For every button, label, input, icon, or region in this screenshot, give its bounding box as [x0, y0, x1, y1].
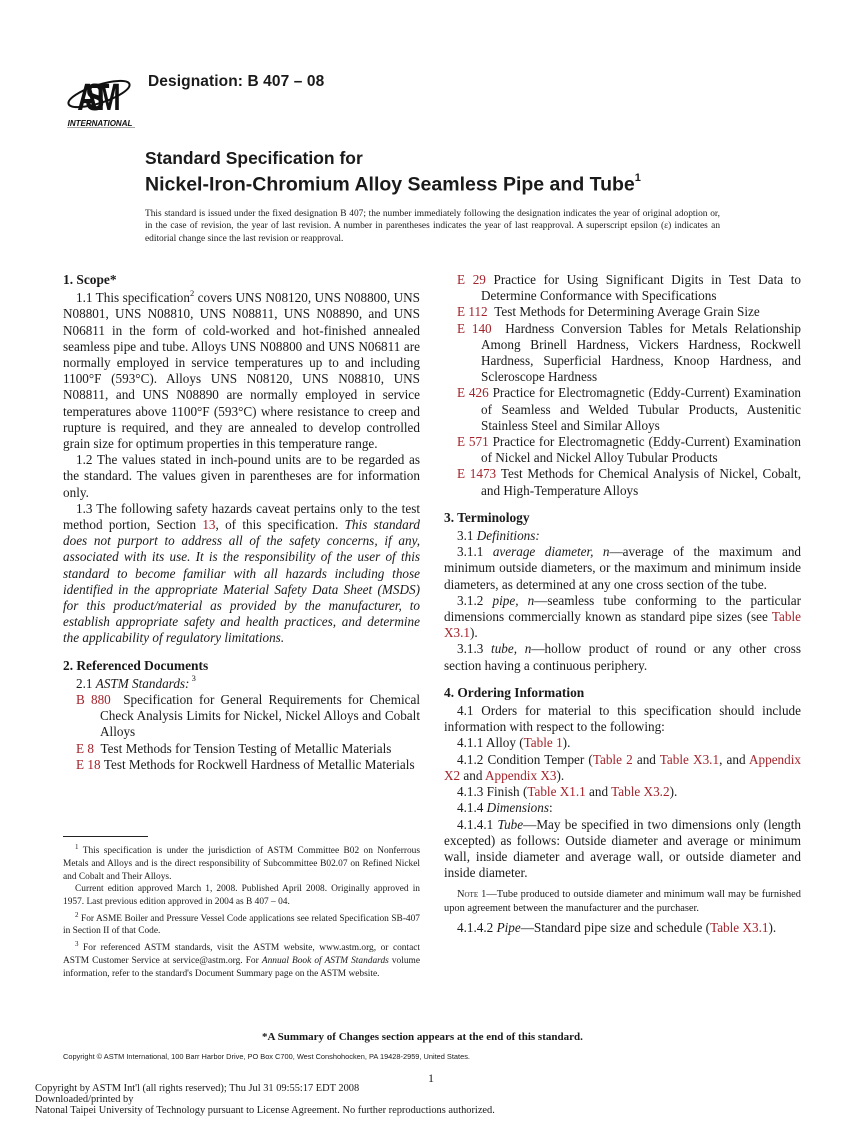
ref-code-link[interactable]: E 8	[76, 740, 94, 756]
para-4-1-3	[444, 784, 801, 800]
ref-title: Practice for Electromagnetic (Eddy-Current) Examination of Seamless and Welded Tubular Products, Austenitic Stainless Steel and Similar Alloys	[481, 385, 802, 433]
copyright-line: Copyright © ASTM International, 100 Barr Harbor Drive, PO Box C700, West Conshohocken, PA 19428-2959, United States.	[63, 1052, 470, 1061]
svg-text:INTERNATIONAL: INTERNATIONAL	[67, 119, 133, 128]
para-text: 4.1.3 Finish (	[457, 784, 528, 800]
safety-caveat: This standard does not purport to address all of the safety concerns, if any, associated with its use. It is the responsibility of the user of this standard to become familiar with all hazards including those identified in the appropriate Material Safety Data Sheet (MSDS) for this product/material as provided by the manufacturer, to establish appropriate safety and health practices, and determine the applicability of regulatory limitations.	[63, 517, 420, 646]
term: pipe	[492, 592, 516, 608]
ref-item	[457, 434, 801, 466]
left-column	[63, 272, 420, 773]
note-text: 1—Tube produced to outside diameter and minimum wall may be furnished upon agreement between the manufacturer and the purchaser.	[444, 889, 801, 914]
ref-code-link[interactable]: B 880	[76, 692, 111, 708]
download-stamp-line-1: Copyright by ASTM Int'l (all rights reserved); Thu Jul 31 09:55:17 EDT 2008	[35, 1083, 360, 1094]
ref-code-link[interactable]: E 112	[457, 304, 488, 320]
page-number: 1	[428, 1071, 434, 1085]
section-3-heading: 3. Terminology	[444, 509, 530, 525]
section-13-link[interactable]: 13	[202, 517, 216, 533]
astm-logo-icon	[63, 70, 138, 128]
para-text: 4.1.2 Condition Temper (	[457, 751, 593, 767]
conj: and	[585, 784, 612, 800]
term-pos: , n	[513, 641, 532, 657]
term: Tube	[497, 816, 524, 832]
section-1-heading: 1. Scope*	[63, 272, 117, 287]
para-text-end: ).	[556, 767, 565, 783]
note-1	[444, 888, 801, 914]
term: tube	[491, 641, 514, 657]
ref-code-link[interactable]: E 140	[457, 320, 492, 336]
para-1-3	[63, 501, 420, 647]
para-4-1-4	[444, 800, 801, 816]
annual-book-title: Annual Book of ASTM Standards	[261, 956, 389, 966]
ref-item	[457, 466, 801, 498]
para-num: 3.1	[457, 528, 477, 544]
ref-title: Practice for Electromagnetic (Eddy-Current) Examination of Nickel and Nickel Alloy Tubular Products	[481, 434, 802, 466]
para-3-1-2	[444, 593, 801, 642]
footnote-2-text: For ASME Boiler and Pressure Vessel Code applications see related Specification SB-407 in Section II of that Code.	[63, 913, 420, 937]
ref-item	[76, 741, 420, 757]
astm-logo	[63, 70, 138, 128]
definition: —average of the maximum and minimum outside diameters, or the maximum and minimum inside diameters, as determined at any one cross section of the tube.	[444, 544, 802, 592]
ref-item	[457, 321, 801, 386]
ref-item	[457, 304, 801, 320]
title-text: Nickel-Iron-Chromium Alloy Seamless Pipe and Tube	[145, 173, 635, 196]
definition: —hollow product of round or any other cross section having a continuous periphery.	[444, 641, 802, 673]
footnote-3-text-cont: volume information, refer to the standard's Document Summary page on the ASTM website.	[63, 956, 420, 979]
para-1-3-text-cont: , of this specification.	[215, 517, 345, 533]
definition-end: ).	[470, 625, 478, 641]
ref-code-link[interactable]: E 18	[76, 756, 101, 772]
table-x3-1-link[interactable]: Table X3.1	[659, 751, 720, 767]
para-1-1-text-cont: covers UNS N08120, UNS N08800, UNS N08801, UNS N08810, UNS N08811, UNS N08890, and UNS N06811 in the form of cold-worked and hot-finished annealed seamless pipe and tube. Alloys UNS N08800 and UNS N06811 are normally employed in service temperatures up to and including 1100°F (593°C). Alloys UNS N08120, UNS N08810, UNS N08811, and UNS N08890 are normally employed in service temperatures above 1100°F (593°C) where resistance to creep and rupture is required, and they are annealed to develop controlled grain size for optimum properties in this temperature range.	[63, 290, 420, 452]
table-x3-1-link[interactable]: Table X3.1	[710, 919, 769, 935]
ref-title: Test Methods for Rockwell Hardness of Metallic Materials	[103, 756, 415, 772]
para-4-1-2	[444, 752, 801, 784]
svg-text:ASTM: ASTM	[77, 77, 121, 120]
para-2-1	[63, 673, 420, 692]
para-1-1-text: 1.1 This specification	[76, 290, 190, 306]
table-1-link[interactable]: Table 1	[523, 735, 563, 751]
footnote-1-edition: Current edition approved March 1, 2008. Published April 2008. Originally approved in 1957. Last previous edition approved in 2004 as B 407 – 04.	[63, 884, 420, 907]
ref-title: Hardness Conversion Tables for Metals Relationship Among Brinell Hardness, Vickers Hardness, Rockwell Hardness, Superficial Hardness, Knoop Hardness, and Scleroscope Hardness	[481, 320, 802, 385]
para-1-2: 1.2 The values stated in inch-pound units are to be regarded as the standard. The values given in parentheses are for information only.	[63, 452, 420, 500]
para-text-end: ).	[669, 784, 678, 800]
term: average diameter	[492, 544, 591, 560]
title-line-2	[145, 169, 641, 196]
ref-code-link[interactable]: E 571	[457, 434, 489, 450]
astm-standards-label: ASTM Standards:	[95, 675, 190, 691]
summary-of-changes-note: *A Summary of Changes section appears at the end of this standard.	[262, 1031, 583, 1043]
appendix-x3-link[interactable]: Appendix X3	[485, 767, 557, 783]
colon: :	[548, 800, 553, 816]
ref-title: Specification for General Requirements for Chemical Check Analysis Limits for Nickel, Nickel Alloys and Cobalt Alloys	[100, 692, 421, 740]
para-text: 4.1.1 Alloy (	[457, 735, 524, 751]
ref-item	[457, 272, 801, 304]
right-column	[444, 272, 801, 936]
para-num: 3.1.1	[457, 544, 493, 560]
term-pos: , n	[590, 544, 610, 560]
dimensions-label: Dimensions	[486, 800, 549, 816]
para-text-end: ).	[562, 735, 571, 751]
para-3-1	[444, 528, 801, 544]
term-pos: , n	[515, 592, 535, 608]
designation-notice: This standard is issued under the fixed designation B 407; the number immediately following the designation indicates the year of original adoption or, in the case of revision, the year of last revision. A number in parentheses indicates the year of last reapproval. A superscript epsilon (ε) indicates an editorial change since the last revision or reapproval.	[145, 209, 720, 244]
footnote-1-text: This specification is under the jurisdiction of ASTM Committee B02 on Nonferrous Metals and Alloys and is the direct responsibility of Subcommittee B02.07 on Refined Nickel and Cobalt and Their Alloys.	[63, 846, 420, 882]
conj: , and	[719, 751, 749, 767]
para-1-3-text: 1.3 The following safety hazards caveat pertains only to the test method portion, Section	[63, 500, 420, 533]
download-stamp	[35, 1083, 495, 1117]
footnotes	[63, 841, 420, 980]
definition-end: ).	[768, 919, 777, 935]
para-num: 4.1.4.2	[457, 919, 497, 935]
table-x3-1-link[interactable]: Table X3.1	[444, 609, 801, 641]
ref-title: Test Methods for Chemical Analysis of Nickel, Cobalt, and High-Temperature Alloys	[481, 466, 801, 498]
para-2-1-num: 2.1	[76, 675, 96, 691]
footnote-3: $^3$ For referenced ASTM standards, visit the ASTM website, www.astm.org, or contact ASTM Customer Service at service@astm.org. For Annual Book of ASTM Standards volume information, refer to the standard's Document Summary page on the ASTM website.	[63, 940, 421, 979]
para-num: 4.1.4	[457, 800, 487, 816]
section-2-heading: 2. Referenced Documents	[63, 657, 209, 673]
ref-title: Practice for Using Significant Digits in Test Data to Determine Conformance with Specifications	[481, 272, 802, 304]
footnote-ref-3[interactable]: 3	[189, 673, 196, 684]
ref-code-link[interactable]: E 29	[457, 272, 486, 287]
para-3-1-3	[444, 641, 801, 673]
ref-item	[76, 692, 420, 741]
para-4-1-4-1	[444, 817, 801, 882]
table-x1-1-link[interactable]: Table X1.1	[527, 784, 586, 800]
para-4-1-4-2	[444, 920, 801, 936]
conj: and	[460, 767, 486, 783]
ref-title: Test Methods for Determining Average Grain Size	[494, 304, 760, 320]
note-label: Note	[457, 889, 479, 901]
para-num: 4.1.4.1	[457, 816, 498, 832]
para-3-1-1	[444, 544, 801, 593]
download-stamp-line-3: Natonal Taipei University of Technology pursuant to License Agreement. No further reproductions authorized.	[35, 1105, 495, 1117]
ref-code-link[interactable]: E 426	[457, 385, 489, 401]
definitions-label: Definitions:	[476, 528, 540, 544]
ref-item	[76, 757, 420, 773]
designation: Designation: B 407 – 08	[148, 73, 325, 90]
definition: —Standard pipe size and schedule (	[520, 919, 711, 935]
term: Pipe	[496, 919, 521, 935]
table-x3-2-link[interactable]: Table X3.2	[611, 784, 670, 800]
table-2-link[interactable]: Table 2	[592, 751, 633, 767]
para-num: 3.1.2	[457, 592, 493, 608]
footnote-3-text: For referenced ASTM standards, visit the ASTM website, www.astm.org, or contact ASTM Customer Service at service@astm.org. For	[63, 943, 421, 966]
definition: —May be specified in two dimensions only (length excepted) as follows: Outside diameter and average or minimum wall, inside diameter and average wall, or outside diameter and inside diameter.	[444, 816, 801, 881]
para-1-1	[63, 287, 420, 452]
footnote-2: $^2$ For ASME Boiler and Pressure Vessel Code applications see related Specification SB-407 in Section II of that Code.	[63, 910, 420, 937]
para-4-1-1	[444, 735, 801, 751]
appendix-x2-link[interactable]: Appendix X2	[444, 751, 801, 783]
definition: —seamless tube conforming to the particular dimensions commercially known as standard pipe sizes (see	[444, 592, 802, 625]
title-line-1: Standard Specification for	[145, 148, 363, 168]
footnote-divider	[63, 836, 148, 837]
section-4-heading: 4. Ordering Information	[444, 684, 585, 700]
ref-title: Test Methods for Tension Testing of Metallic Materials	[100, 740, 392, 756]
para-num: 3.1.3	[457, 641, 492, 657]
title-footnote-ref[interactable]: 1	[634, 172, 641, 184]
para-4-1: 4.1 Orders for material to this specification should include information with respect to the following:	[444, 703, 801, 735]
conj: and	[632, 751, 660, 767]
document-title	[145, 147, 641, 196]
ref-code-link[interactable]: E 1473	[457, 466, 497, 482]
footnote-1: $^1$ This specification is under the jurisdiction of ASTM Committee B02 on Nonferrous Metals and Alloys and is the direct responsibility of Subcommittee B02.07 on Refined Nickel and Cobalt and Their Alloys.	[63, 843, 420, 882]
footnote-ref-2[interactable]: 2	[189, 287, 195, 298]
ref-item	[457, 385, 801, 434]
download-stamp-line-2: Downloaded/printed by	[35, 1094, 134, 1106]
